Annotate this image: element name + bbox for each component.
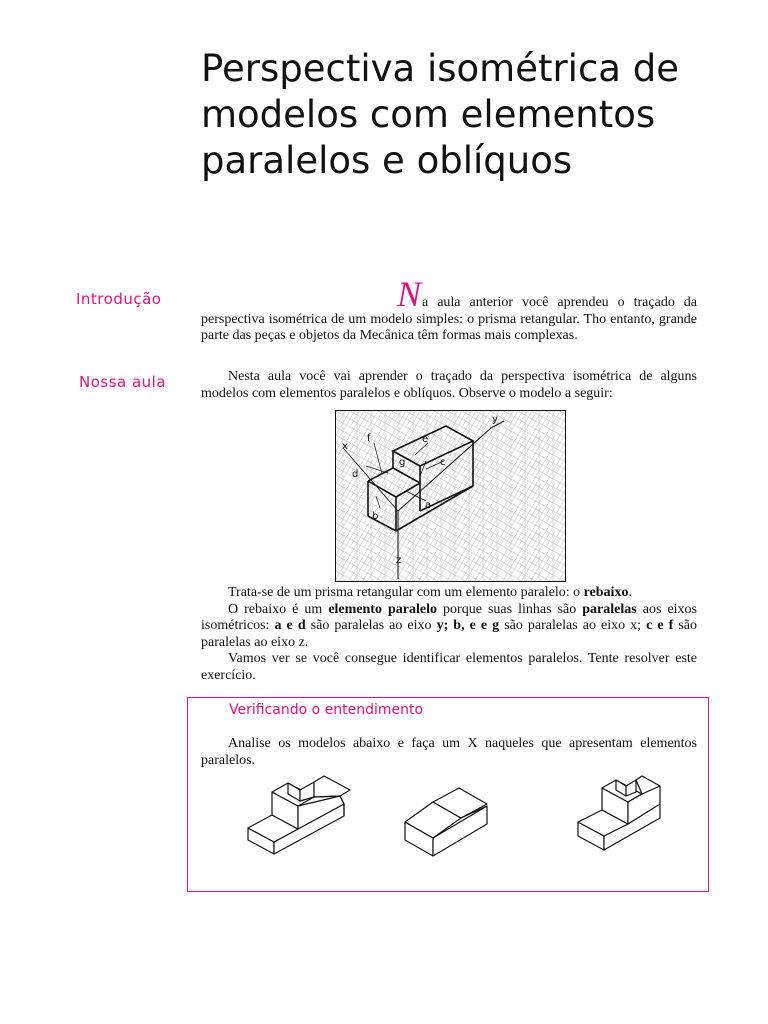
exercise-text: Analise os modelos abaixo e faça um X naqueles que apresentam elementos paralelos. xyxy=(201,736,697,768)
element-label-b: b xyxy=(372,511,379,522)
drop-cap: N xyxy=(397,274,422,314)
section-label-introducao: Introdução xyxy=(76,290,162,308)
element-label-d: d xyxy=(352,469,359,480)
stepped-block-drawing xyxy=(576,770,666,860)
exercise-model-1[interactable] xyxy=(244,770,354,865)
element-label-g: g xyxy=(399,457,406,468)
element-label-e: e xyxy=(422,434,429,445)
exercise-model-2[interactable] xyxy=(403,770,493,865)
isometric-model-figure xyxy=(335,410,566,582)
intro-paragraph xyxy=(201,274,697,345)
element-label-f: f xyxy=(367,433,371,444)
body-paragraph-1: Trata-se de um prisma retangular com um elemento paralelo: o rebaixo. xyxy=(228,585,632,600)
body-paragraph-3: Vamos ver se você consegue identificar elementos paralelos. Tente resolver este exercício. xyxy=(201,651,697,683)
page-title: Perspectiva isométrica de modelos com elementos paralelos e oblíquos xyxy=(201,47,679,182)
oblique-block-drawing xyxy=(403,770,493,860)
isometric-grid-drawing xyxy=(336,411,565,581)
aula-paragraph: Nesta aula você vai aprender o traçado da perspectiva isométrica de alguns modelos com elementos paralelos e oblíquos. Observe o modelo a seguir: xyxy=(201,369,697,401)
body-paragraph-2: O rebaixo é um elemento paralelo porque suas linhas são paralelas aos eixos isométricos: a e d são paralelas ao eixo y; b, e e g são paralelas ao eixo x; c e f são paralelas ao eixo z. xyxy=(201,601,698,650)
axis-label-x: x xyxy=(342,441,348,452)
intro-text: a aula anterior você aprendeu o traçado da perspectiva isométrica de um modelo simples: o prisma retangular. Tho entanto, grande parte das peças e objetos da Mecânica têm formas mais complexas. xyxy=(201,295,697,343)
axis-label-z: z xyxy=(396,555,402,566)
exercise-title: Verificando o entendimento xyxy=(229,702,424,718)
body-paragraphs xyxy=(201,585,697,684)
element-label-c: c xyxy=(440,457,446,468)
axis-label-y: y xyxy=(492,414,498,425)
section-label-nossa-aula: Nossa aula xyxy=(79,373,167,391)
slotted-block-drawing xyxy=(244,770,354,860)
element-label-a: a xyxy=(425,500,432,511)
exercise-model-3[interactable] xyxy=(576,770,666,865)
